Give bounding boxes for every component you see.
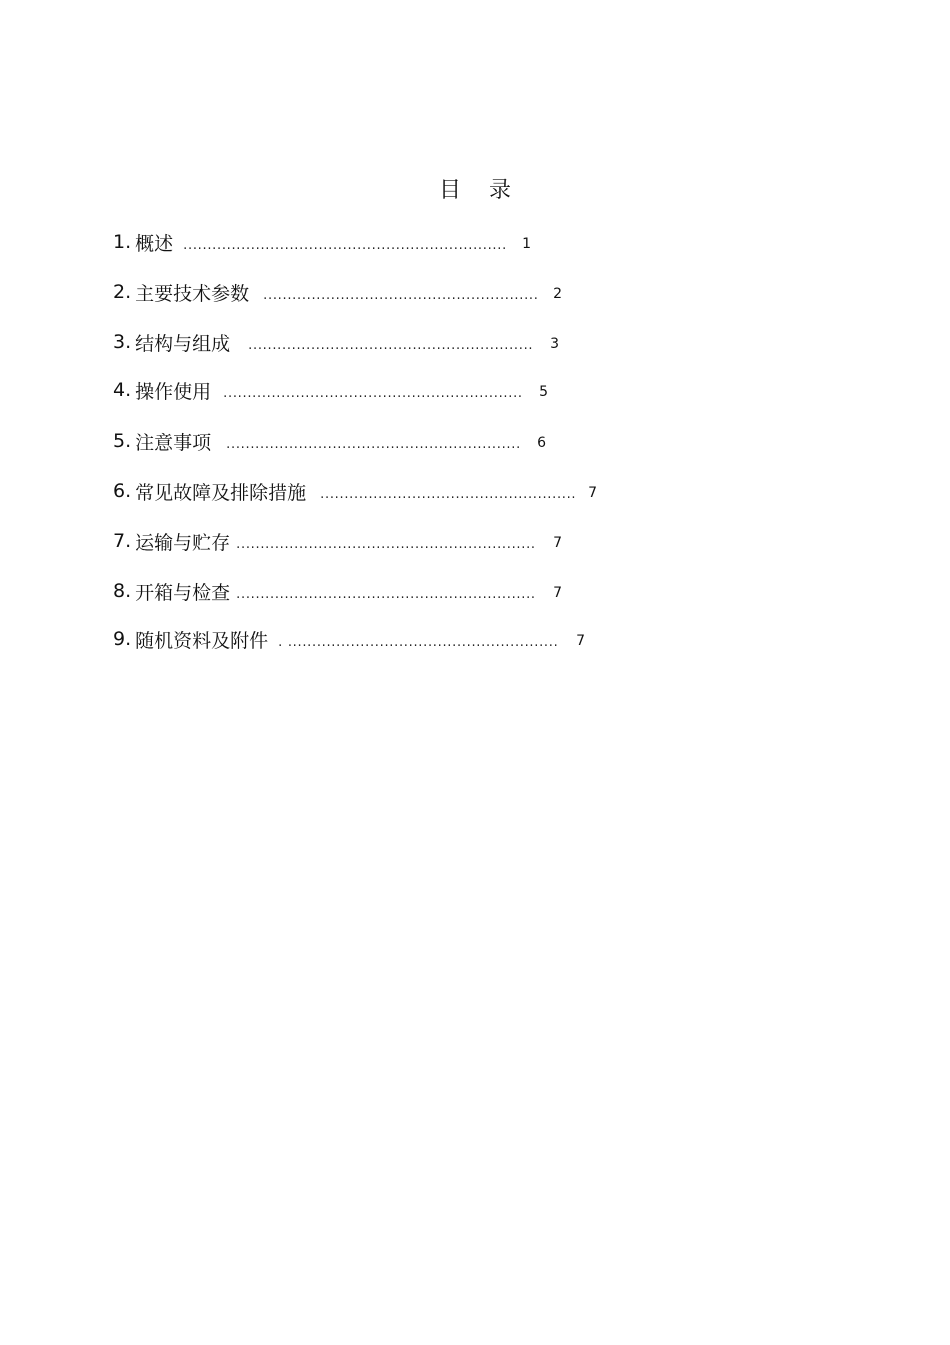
toc-leader-dots: ...........................................................	[248, 337, 534, 353]
toc-entry-page: 7	[553, 535, 563, 551]
toc-entry-number: 9.	[113, 628, 132, 650]
toc-leader-dots: ..............................................................	[223, 385, 523, 401]
toc-entry-number: 8.	[113, 580, 132, 602]
toc-entry-number: 2.	[113, 281, 132, 303]
toc-entry-title: 主要技术参数	[135, 282, 250, 305]
toc-leader-dots: .....................................................	[320, 486, 577, 502]
toc-entry-number: 5.	[113, 430, 132, 452]
toc-entry-page: 6	[537, 435, 547, 451]
toc-entry-7[interactable]	[113, 525, 562, 557]
toc-entry-title: 概述	[135, 232, 174, 255]
toc-entry-5[interactable]	[113, 425, 546, 457]
toc-title	[0, 176, 950, 206]
toc-entry-number: 1.	[113, 231, 132, 253]
toc-entry-title: 结构与组成	[135, 332, 231, 355]
toc-entry-number: 4.	[113, 379, 132, 401]
toc-leader-dots: . ........................................................	[278, 634, 559, 650]
toc-leader-dots: ..............................................................	[236, 586, 536, 602]
toc-entry-number: 7.	[113, 530, 132, 552]
toc-entry-6[interactable]	[113, 475, 597, 507]
toc-entry-2[interactable]	[113, 276, 562, 308]
toc-entry-title: 操作使用	[135, 380, 212, 403]
toc-entry-3[interactable]	[113, 326, 559, 358]
toc-entry-title: 注意事项	[135, 431, 212, 454]
toc-entry-page: 2	[553, 286, 563, 302]
toc-leader-dots: .........................................................	[263, 287, 539, 303]
toc-title-char-1: 目	[438, 178, 461, 203]
toc-title-char-2: 录	[489, 178, 512, 203]
toc-entry-9[interactable]	[113, 623, 585, 655]
toc-entry-8[interactable]	[113, 575, 562, 607]
toc-entry-page: 5	[539, 384, 549, 400]
toc-leader-dots: ..............................................................	[236, 536, 536, 552]
toc-leader-dots: ...................................................................	[183, 237, 507, 253]
toc-entry-4[interactable]	[113, 374, 548, 406]
toc-entry-page: 7	[588, 485, 598, 501]
toc-entry-page: 7	[576, 633, 586, 649]
toc-entry-title: 运输与贮存	[135, 531, 231, 554]
toc-entry-title: 开箱与检查	[135, 581, 231, 604]
toc-entry-page: 1	[522, 236, 532, 252]
toc-entry-title: 常见故障及排除措施	[135, 481, 307, 504]
toc-leader-dots: .............................................................	[226, 436, 521, 452]
toc-entry-page: 7	[553, 585, 563, 601]
toc-entry-number: 6.	[113, 480, 132, 502]
toc-entry-number: 3.	[113, 331, 132, 353]
toc-entry-title: 随机资料及附件	[135, 629, 269, 652]
toc-entry-1[interactable]	[113, 226, 531, 258]
toc-entry-page: 3	[550, 336, 560, 352]
